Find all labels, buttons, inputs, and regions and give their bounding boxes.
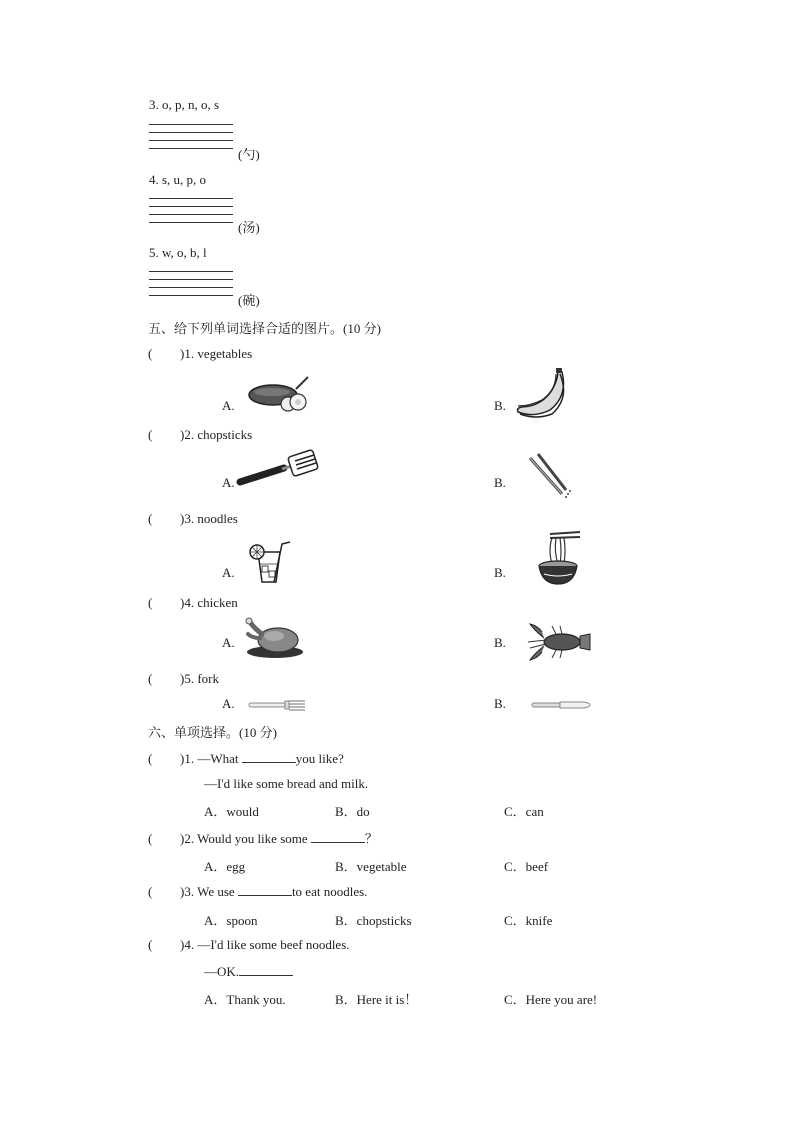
fill-blank[interactable] bbox=[242, 750, 296, 763]
spatula-icon bbox=[238, 450, 322, 486]
answer-blank[interactable]: ( bbox=[148, 427, 153, 442]
question-row: ( )1. vegetables bbox=[148, 346, 253, 361]
answer-blank[interactable]: ( bbox=[148, 831, 153, 846]
option-a[interactable]: A．would bbox=[204, 804, 259, 819]
option-b[interactable]: B．Here it is！ bbox=[335, 992, 418, 1007]
option-b[interactable]: B．chopsticks bbox=[335, 913, 412, 928]
chinese-hint: (碗) bbox=[238, 293, 260, 308]
answer-blank[interactable]: ( bbox=[148, 884, 153, 899]
item-number: 5. bbox=[149, 245, 159, 260]
question-row: ( )4. chicken bbox=[148, 595, 238, 610]
section-title: 五、给下列单词选择合适的图片。(10 分) bbox=[148, 321, 381, 336]
option-b-label[interactable]: B. bbox=[494, 565, 506, 580]
cucumber-icon bbox=[246, 375, 312, 413]
option-b-label[interactable]: B. bbox=[494, 635, 506, 650]
spelling-item-5 bbox=[149, 245, 207, 261]
chinese-hint: (勺) bbox=[238, 147, 260, 162]
letters: s, u, p, o bbox=[162, 172, 207, 187]
writing-lines[interactable] bbox=[149, 124, 233, 156]
option-a-label[interactable]: A. bbox=[222, 696, 235, 711]
question-line2: —OK. bbox=[204, 963, 293, 980]
fill-blank[interactable] bbox=[239, 963, 293, 976]
option-a[interactable]: A．spoon bbox=[204, 913, 258, 928]
question-word: fork bbox=[197, 671, 220, 686]
option-c[interactable]: C．Here you are! bbox=[504, 992, 598, 1007]
question-word: vegetables bbox=[197, 346, 253, 361]
question-row: ( )2. chopsticks bbox=[148, 427, 253, 442]
section-title: 六、单项选择。(10 分) bbox=[148, 725, 277, 740]
option-b[interactable]: B．vegetable bbox=[335, 859, 407, 874]
question-word: chicken bbox=[197, 595, 238, 610]
answer-blank[interactable]: ( bbox=[148, 751, 153, 766]
option-c[interactable]: C．knife bbox=[504, 913, 553, 928]
writing-lines[interactable] bbox=[149, 198, 233, 230]
banana-icon bbox=[512, 368, 576, 418]
question-word: noodles bbox=[197, 511, 238, 526]
fork-icon bbox=[249, 698, 307, 712]
letters: w, o, b, l bbox=[162, 245, 207, 260]
option-a-label[interactable]: A. bbox=[222, 475, 235, 490]
option-a[interactable]: A．egg bbox=[204, 859, 246, 874]
question-row: ( )5. fork bbox=[148, 671, 220, 686]
option-a-label[interactable]: A. bbox=[222, 635, 235, 650]
option-b-label[interactable]: B. bbox=[494, 398, 506, 413]
chopsticks-icon bbox=[526, 452, 576, 500]
juice-glass-icon bbox=[246, 540, 292, 586]
option-b-label[interactable]: B. bbox=[494, 475, 506, 490]
option-a[interactable]: A．Thank you. bbox=[204, 992, 286, 1007]
spelling-item-4 bbox=[149, 172, 206, 188]
fill-blank[interactable] bbox=[311, 830, 365, 843]
question-row: ( )1. —What you like? bbox=[148, 751, 344, 766]
question-row: ( )3. noodles bbox=[148, 511, 238, 526]
option-a-label[interactable]: A. bbox=[222, 565, 235, 580]
spelling-item-3 bbox=[149, 97, 219, 113]
answer-blank[interactable]: ( bbox=[148, 937, 153, 952]
writing-lines[interactable] bbox=[149, 271, 233, 303]
answer-blank[interactable]: ( bbox=[148, 511, 153, 526]
question-row: ( )4. —I'd like some beef noodles. bbox=[148, 937, 350, 952]
item-number: 4. bbox=[149, 172, 159, 187]
option-c[interactable]: C．beef bbox=[504, 859, 549, 874]
letters: o, p, n, o, s bbox=[162, 97, 220, 112]
chinese-hint: (汤) bbox=[238, 220, 260, 235]
question-row: ( )2. Would you like some ？ bbox=[148, 831, 378, 846]
knife-icon bbox=[532, 699, 592, 711]
option-c[interactable]: C．can bbox=[504, 804, 544, 819]
item-number: 3. bbox=[149, 97, 159, 112]
option-a-label[interactable]: A. bbox=[222, 398, 235, 413]
option-b-label[interactable]: B. bbox=[494, 696, 506, 711]
question-word: chopsticks bbox=[197, 427, 253, 442]
lobster-icon bbox=[526, 622, 594, 662]
noodle-bowl-icon bbox=[536, 530, 582, 586]
roast-chicken-icon bbox=[244, 616, 306, 660]
question-row: ( )3. We use to eat noodles. bbox=[148, 884, 368, 899]
answer-blank[interactable]: ( bbox=[148, 595, 153, 610]
fill-blank[interactable] bbox=[238, 883, 292, 896]
answer-blank[interactable]: ( bbox=[148, 346, 153, 361]
option-b[interactable]: B．do bbox=[335, 804, 370, 819]
question-line2: —I'd like some bread and milk. bbox=[204, 776, 369, 791]
answer-blank[interactable]: ( bbox=[148, 671, 153, 686]
